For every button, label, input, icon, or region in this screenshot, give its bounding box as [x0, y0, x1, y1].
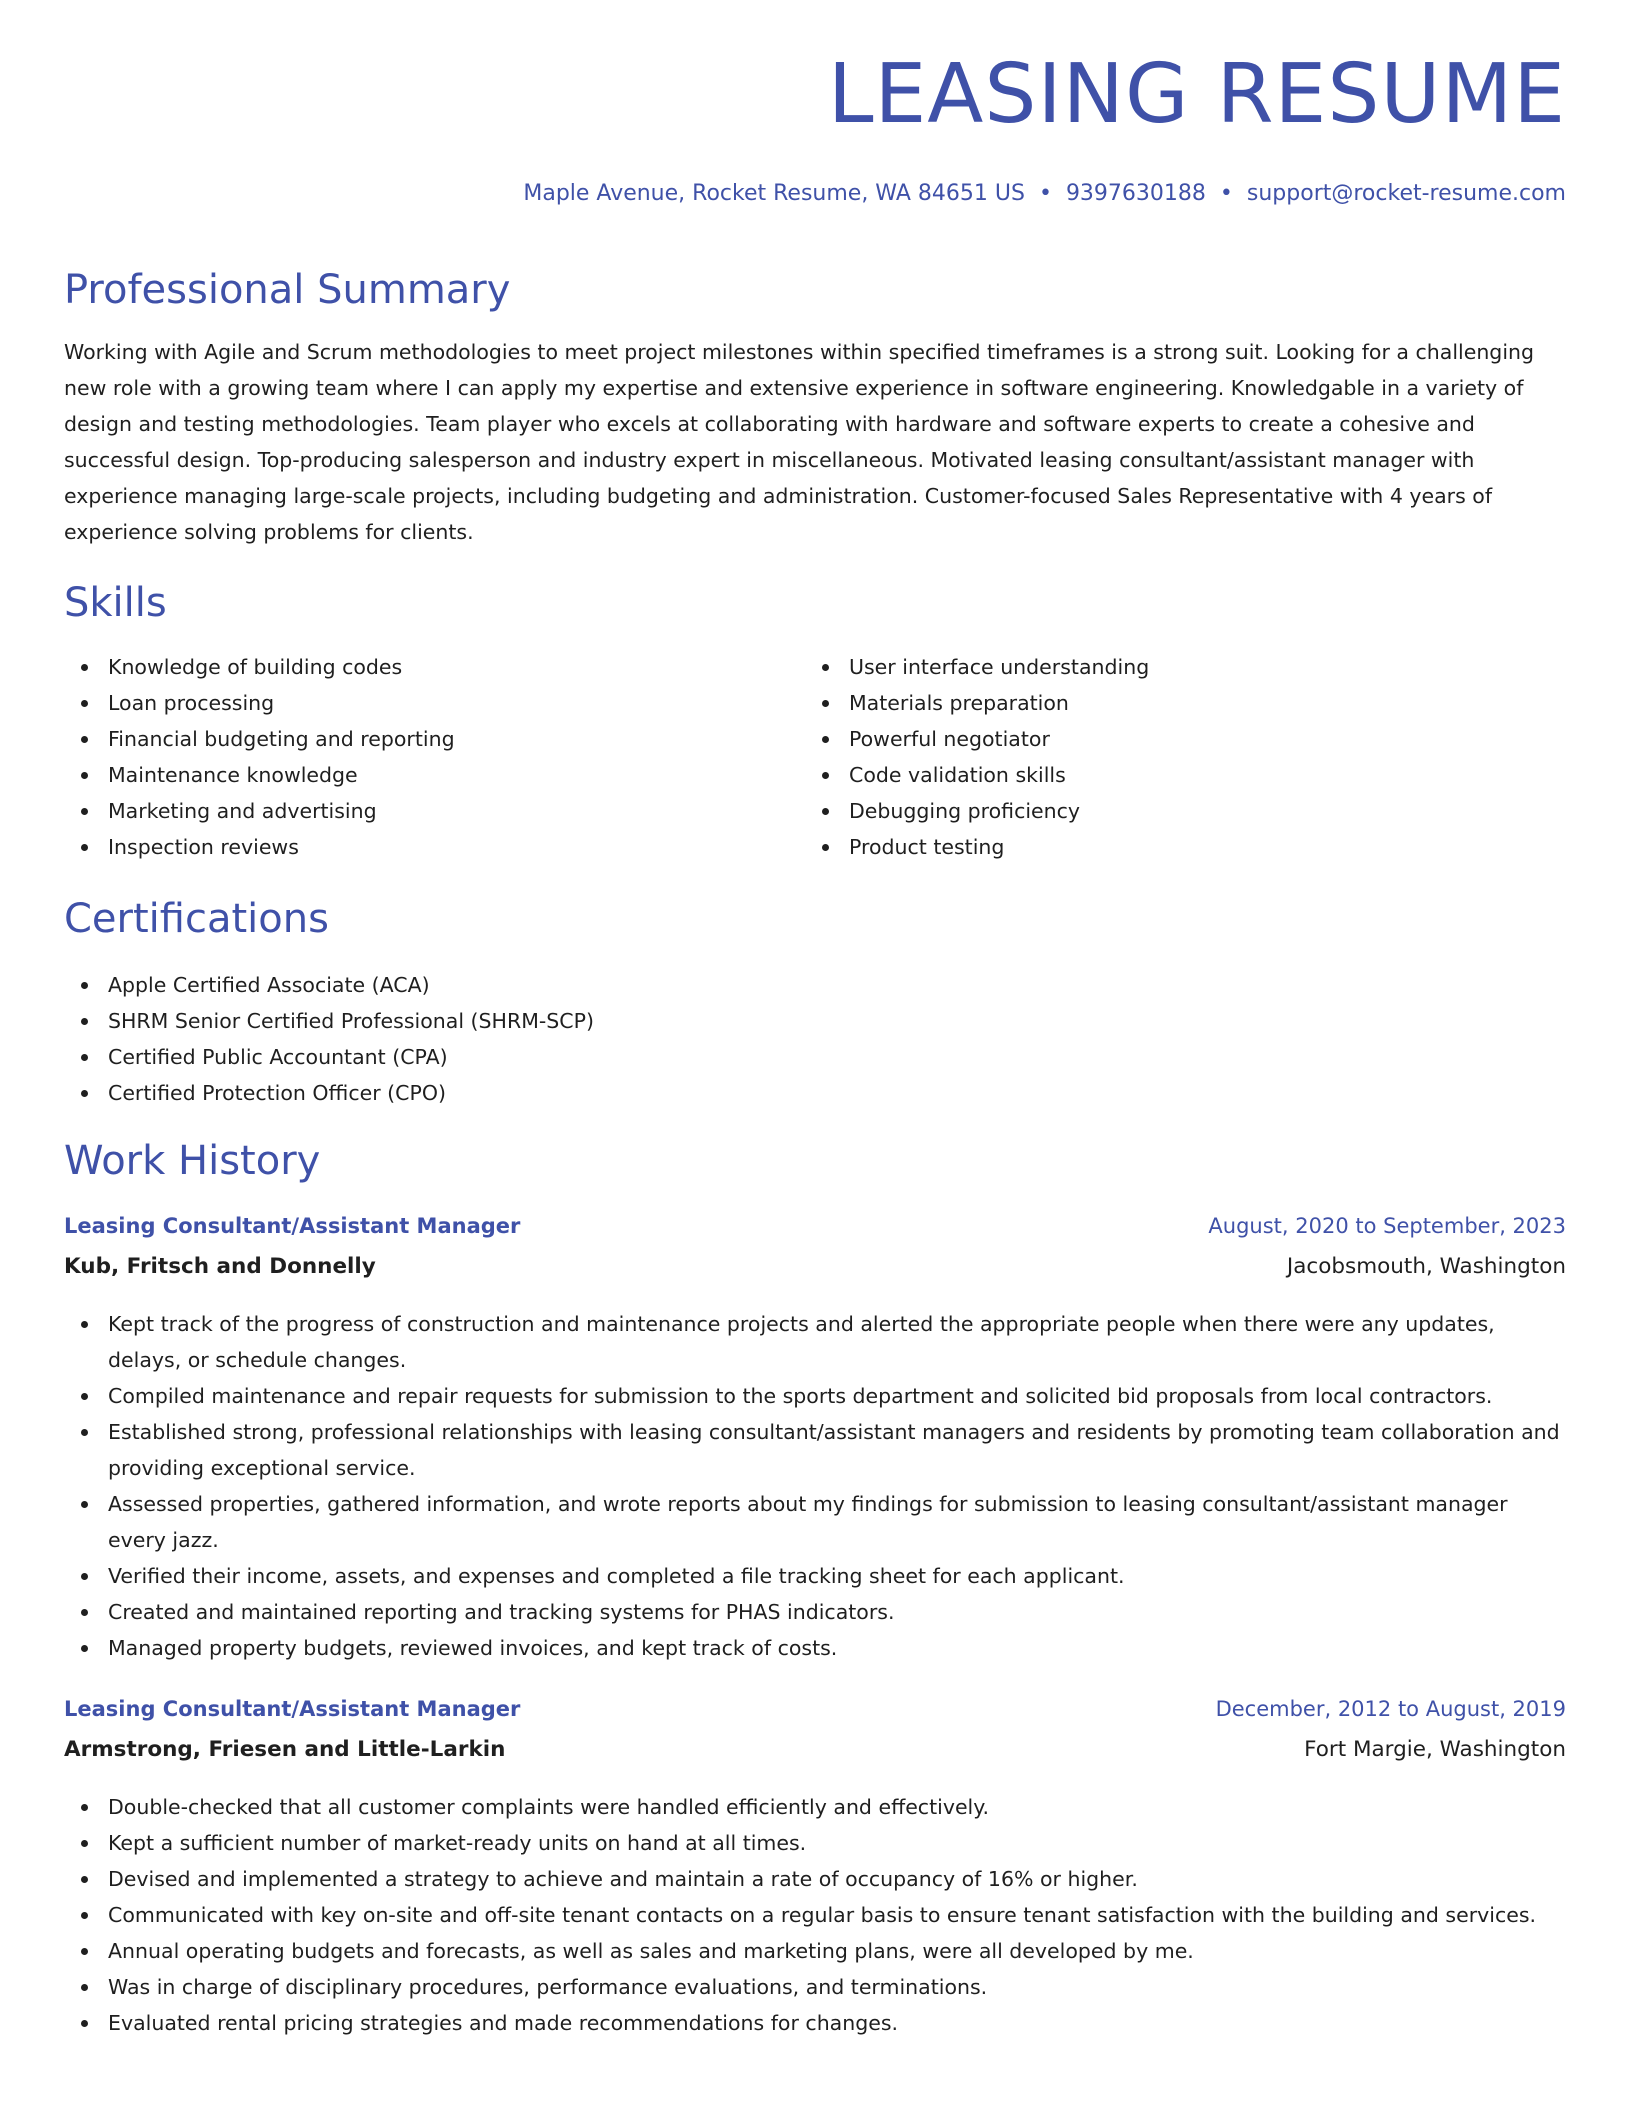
skill-item: Marketing and advertising — [64, 793, 764, 829]
certification-item: SHRM Senior Certified Professional (SHRM-SCP) — [64, 1003, 1064, 1039]
skill-item: Inspection reviews — [64, 829, 764, 865]
certification-item: Certified Public Accountant (CPA) — [64, 1039, 1064, 1075]
skill-item: Financial budgeting and reporting — [64, 721, 764, 757]
certification-item: Certified Protection Officer (CPO) — [64, 1075, 1064, 1111]
skills-heading: Skills — [64, 580, 167, 626]
skill-item: Loan processing — [64, 685, 764, 721]
skill-item: Code validation skills — [805, 757, 1505, 793]
job-bullet: Devised and implemented a strategy to achieve and maintain a rate of occupancy of 16% or higher. — [64, 1861, 1566, 1897]
certification-item: Apple Certified Associate (ACA) — [64, 967, 1064, 1003]
job-bullet: Annual operating budgets and forecasts, as well as sales and marketing plans, were all developed by me. — [64, 1933, 1566, 1969]
job-bullets — [64, 1306, 1566, 1666]
work-history-heading: Work History — [64, 1138, 321, 1184]
job-company-row — [64, 1737, 1566, 1777]
job-title-row — [64, 1214, 1566, 1254]
job-company: Kub, Fritsch and Donnelly — [64, 1254, 376, 1279]
job-location: Jacobsmouth, Washington — [1286, 1254, 1566, 1279]
job-title: Leasing Consultant/Assistant Manager — [64, 1214, 521, 1238]
contact-separator: • — [1038, 181, 1052, 206]
job-bullet: Established strong, professional relationships with leasing consultant/assistant managers and residents by promoting team collaboration and providing exceptional service. — [64, 1414, 1566, 1486]
skill-item: Product testing — [805, 829, 1505, 865]
skill-item: Knowledge of building codes — [64, 649, 764, 685]
job-location: Fort Margie, Washington — [1304, 1737, 1566, 1762]
skill-item: Powerful negotiator — [805, 721, 1505, 757]
job-company: Armstrong, Friesen and Little-Larkin — [64, 1737, 506, 1762]
contact-line — [523, 181, 1566, 207]
job-dates: December, 2012 to August, 2019 — [1215, 1697, 1566, 1721]
contact-email[interactable]: support@rocket-resume.com — [1246, 181, 1566, 206]
skills-list-left — [64, 649, 764, 865]
skill-item: Maintenance knowledge — [64, 757, 764, 793]
certifications-heading: Certifications — [64, 896, 329, 942]
certifications-list — [64, 967, 1064, 1111]
job-bullet: Evaluated rental pricing strategies and made recommendations for changes. — [64, 2005, 1566, 2041]
job-bullet: Kept track of the progress of construction and maintenance projects and alerted the appropriate people when there were any updates, delays, or schedule changes. — [64, 1306, 1566, 1378]
job-bullet: Compiled maintenance and repair requests for submission to the sports department and solicited bid proposals from local contractors. — [64, 1378, 1566, 1414]
job-bullet: Managed property budgets, reviewed invoices, and kept track of costs. — [64, 1630, 1566, 1666]
skill-item: User interface understanding — [805, 649, 1505, 685]
contact-address: Maple Avenue, Rocket Resume, WA 84651 US — [523, 181, 1025, 206]
job-company-row — [64, 1254, 1566, 1294]
job-bullet: Kept a sufficient number of market-ready units on hand at all times. — [64, 1825, 1566, 1861]
resume-name: LEASING RESUME — [827, 47, 1566, 142]
job-bullets — [64, 1789, 1566, 2041]
skill-item: Materials preparation — [805, 685, 1505, 721]
summary-text: Working with Agile and Scrum methodologies to meet project milestones within specified timeframes is a strong suit. Looking for a challenging new role with a growing team where I can apply my expertise and extensive experience in software engineering. Knowledgable in a variety of design and testing methodologies. Team player who excels at collaborating with hardware and software experts to create a cohesive and successful design. Top-producing salesperson and industry expert in miscellaneous. Motivated leasing consultant/assistant manager with experience managing large-scale projects, including budgeting and administration. Customer-focused Sales Representative with 4 years of experience solving problems for clients. — [64, 340, 1535, 544]
job-title: Leasing Consultant/Assistant Manager — [64, 1697, 521, 1721]
job-bullet: Assessed properties, gathered information, and wrote reports about my findings for submission to leasing consultant/assistant manager every jazz. — [64, 1486, 1566, 1558]
job-bullet: Created and maintained reporting and tracking systems for PHAS indicators. — [64, 1594, 1566, 1630]
job-bullet: Double-checked that all customer complaints were handled efficiently and effectively. — [64, 1789, 1566, 1825]
skills-list-right — [805, 649, 1505, 865]
skill-item: Debugging proficiency — [805, 793, 1505, 829]
contact-separator: • — [1219, 181, 1233, 206]
contact-phone[interactable]: 9397630188 — [1065, 181, 1206, 206]
job-dates: August, 2020 to September, 2023 — [1208, 1214, 1566, 1238]
job-bullet: Communicated with key on-site and off-site tenant contacts on a regular basis to ensure tenant satisfaction with the building and services. — [64, 1897, 1566, 1933]
job-entry — [64, 1214, 1566, 1666]
job-bullet: Was in charge of disciplinary procedures, performance evaluations, and terminations. — [64, 1969, 1566, 2005]
job-entry — [64, 1697, 1566, 2041]
job-title-row — [64, 1697, 1566, 1737]
summary-heading: Professional Summary — [64, 267, 511, 313]
job-bullet: Verified their income, assets, and expenses and completed a file tracking sheet for each applicant. — [64, 1558, 1566, 1594]
